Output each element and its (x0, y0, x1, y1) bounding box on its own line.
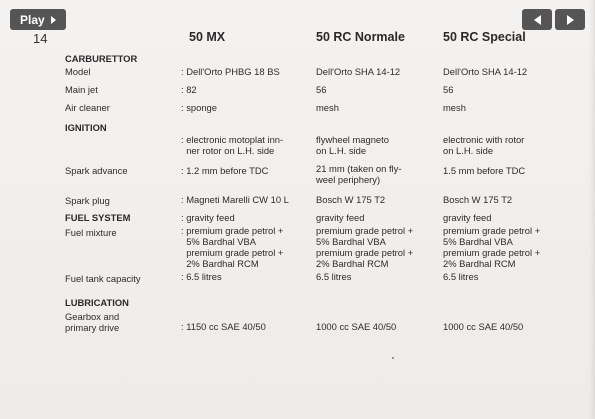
ignition-type-50-rc-normale-line-2: on L.H. side (316, 145, 367, 156)
page-edge-shadow (589, 0, 595, 419)
ignition-type-50-rc-normale-line-1: flywheel magneto (316, 134, 389, 145)
fuel-tank-value-50-rc-normale: 6.5 litres (316, 271, 352, 282)
model-value-50-rc-special: Dell'Orto SHA 14-12 (443, 66, 528, 77)
main-jet-value-50-rc-normale: 56 (316, 84, 327, 95)
spark-advance-50-rc-normale-line-2: weel periphery) (316, 174, 381, 185)
fuel-mixture-50-rc-special-line-4: 2% Bardhal RCM (443, 258, 516, 269)
fuel-mixture-50-rc-normale-line-1: premium grade petrol + (316, 225, 414, 236)
spark-advance-50-rc-special (443, 165, 525, 176)
fuel-system-value-50-mx: : gravity feed (181, 212, 235, 223)
section-lubrication: LUBRICATION (65, 297, 129, 308)
ignition-type-50-mx (181, 134, 283, 156)
row-label-gearbox-line-1: Gearbox and (65, 311, 120, 322)
ignition-type-50-mx-line-2: ner rotor on L.H. side (181, 145, 275, 156)
fuel-tank-value-50-rc-special: 6.5 litres (443, 271, 479, 282)
column-heading-50-rc-normale: 50 RC Normale (316, 30, 405, 44)
row-label-fuel-mixture: Fuel mixture (65, 227, 117, 238)
fuel-mixture-50-rc-normale-line-3: premium grade petrol + (316, 247, 414, 258)
section-fuel-system: FUEL SYSTEM (65, 212, 131, 223)
spark-plug-value-50-rc-normale: Bosch W 175 T2 (316, 194, 386, 205)
fuel-mixture-50-mx-line-4: 2% Bardhal RCM (181, 258, 259, 269)
ignition-type-50-rc-special-line-1: electronic with rotor (443, 134, 525, 145)
air-cleaner-value-50-mx: : sponge (181, 102, 217, 113)
page-number: 14 (33, 31, 48, 46)
gearbox-value-50-mx: : 1150 cc SAE 40/50 (181, 321, 266, 332)
fuel-system-value-50-rc-special: gravity feed (443, 212, 492, 223)
row-label-air-cleaner: Air cleaner (65, 102, 110, 113)
air-cleaner-value-50-rc-special: mesh (443, 102, 466, 113)
fuel-mixture-50-rc-normale (316, 225, 413, 269)
next-page-button[interactable] (555, 9, 585, 30)
row-label-gearbox-line-2: primary drive (65, 322, 120, 333)
column-heading-50-rc-special: 50 RC Special (443, 30, 526, 44)
chevron-right-icon (567, 15, 574, 25)
previous-page-button[interactable] (522, 9, 552, 30)
column-heading-50-mx: 50 MX (189, 30, 226, 44)
gearbox-value-50-rc-normale: 1000 cc SAE 40/50 (316, 321, 397, 332)
row-label-spark-plug: Spark plug (65, 195, 110, 206)
fuel-mixture-50-mx (181, 225, 283, 269)
spark-plug-value-50-rc-special: Bosch W 175 T2 (443, 194, 513, 205)
row-label-main-jet: Main jet (65, 84, 98, 95)
fuel-mixture-50-rc-special-line-1: premium grade petrol + (443, 225, 541, 236)
fuel-mixture-50-rc-normale-line-2: 5% Bardhal VBA (316, 236, 386, 247)
ignition-type-50-rc-special (443, 134, 524, 156)
fuel-mixture-50-mx-line-1: : premium grade petrol + (181, 225, 284, 236)
air-cleaner-value-50-rc-normale: mesh (316, 102, 339, 113)
spark-advance-50-rc-normale-line-1: 21 mm (taken on fly- (316, 163, 402, 174)
fuel-mixture-50-mx-line-2: 5% Bardhal VBA (181, 236, 257, 247)
ignition-type-50-mx-line-1: : electronic motoplat inn- (181, 134, 284, 145)
print-speck (392, 357, 394, 359)
spark-plug-value-50-mx: : Magneti Marelli CW 10 L (181, 194, 289, 205)
play-button-label: Play (20, 12, 45, 27)
fuel-mixture-50-rc-special-line-2: 5% Bardhal VBA (443, 236, 513, 247)
ignition-type-50-rc-normale (316, 134, 389, 156)
fuel-system-value-50-rc-normale: gravity feed (316, 212, 365, 223)
play-button[interactable] (10, 9, 66, 30)
main-jet-value-50-rc-special: 56 (443, 84, 454, 95)
gearbox-value-50-rc-special: 1000 cc SAE 40/50 (443, 321, 524, 332)
fuel-mixture-50-rc-normale-line-4: 2% Bardhal RCM (316, 258, 389, 269)
row-label-fuel-tank-capacity: Fuel tank capacity (65, 273, 141, 284)
spark-advance-50-rc-normale (316, 163, 401, 185)
main-jet-value-50-mx: : 82 (181, 84, 197, 95)
fuel-mixture-50-mx-line-3: premium grade petrol + (181, 247, 284, 258)
row-label-model: Model (65, 66, 91, 77)
spark-advance-50-rc-special-line-1: 1.5 mm before TDC (443, 165, 526, 176)
row-label-spark-advance: Spark advance (65, 165, 128, 176)
section-carburettor: CARBURETTOR (65, 53, 138, 64)
fuel-tank-value-50-mx: : 6.5 litres (181, 271, 222, 282)
model-value-50-mx: : Dell'Orto PHBG 18 BS (181, 66, 280, 77)
play-icon (51, 16, 56, 24)
spark-advance-50-mx-line-1: : 1.2 mm before TDC (181, 165, 269, 176)
row-label-gearbox (65, 311, 119, 333)
spark-advance-50-mx (181, 165, 268, 176)
fuel-mixture-50-rc-special (443, 225, 540, 269)
chevron-left-icon (534, 15, 541, 25)
ignition-type-50-rc-special-line-2: on L.H. side (443, 145, 494, 156)
section-ignition: IGNITION (65, 122, 107, 133)
fuel-mixture-50-rc-special-line-3: premium grade petrol + (443, 247, 541, 258)
model-value-50-rc-normale: Dell'Orto SHA 14-12 (316, 66, 401, 77)
